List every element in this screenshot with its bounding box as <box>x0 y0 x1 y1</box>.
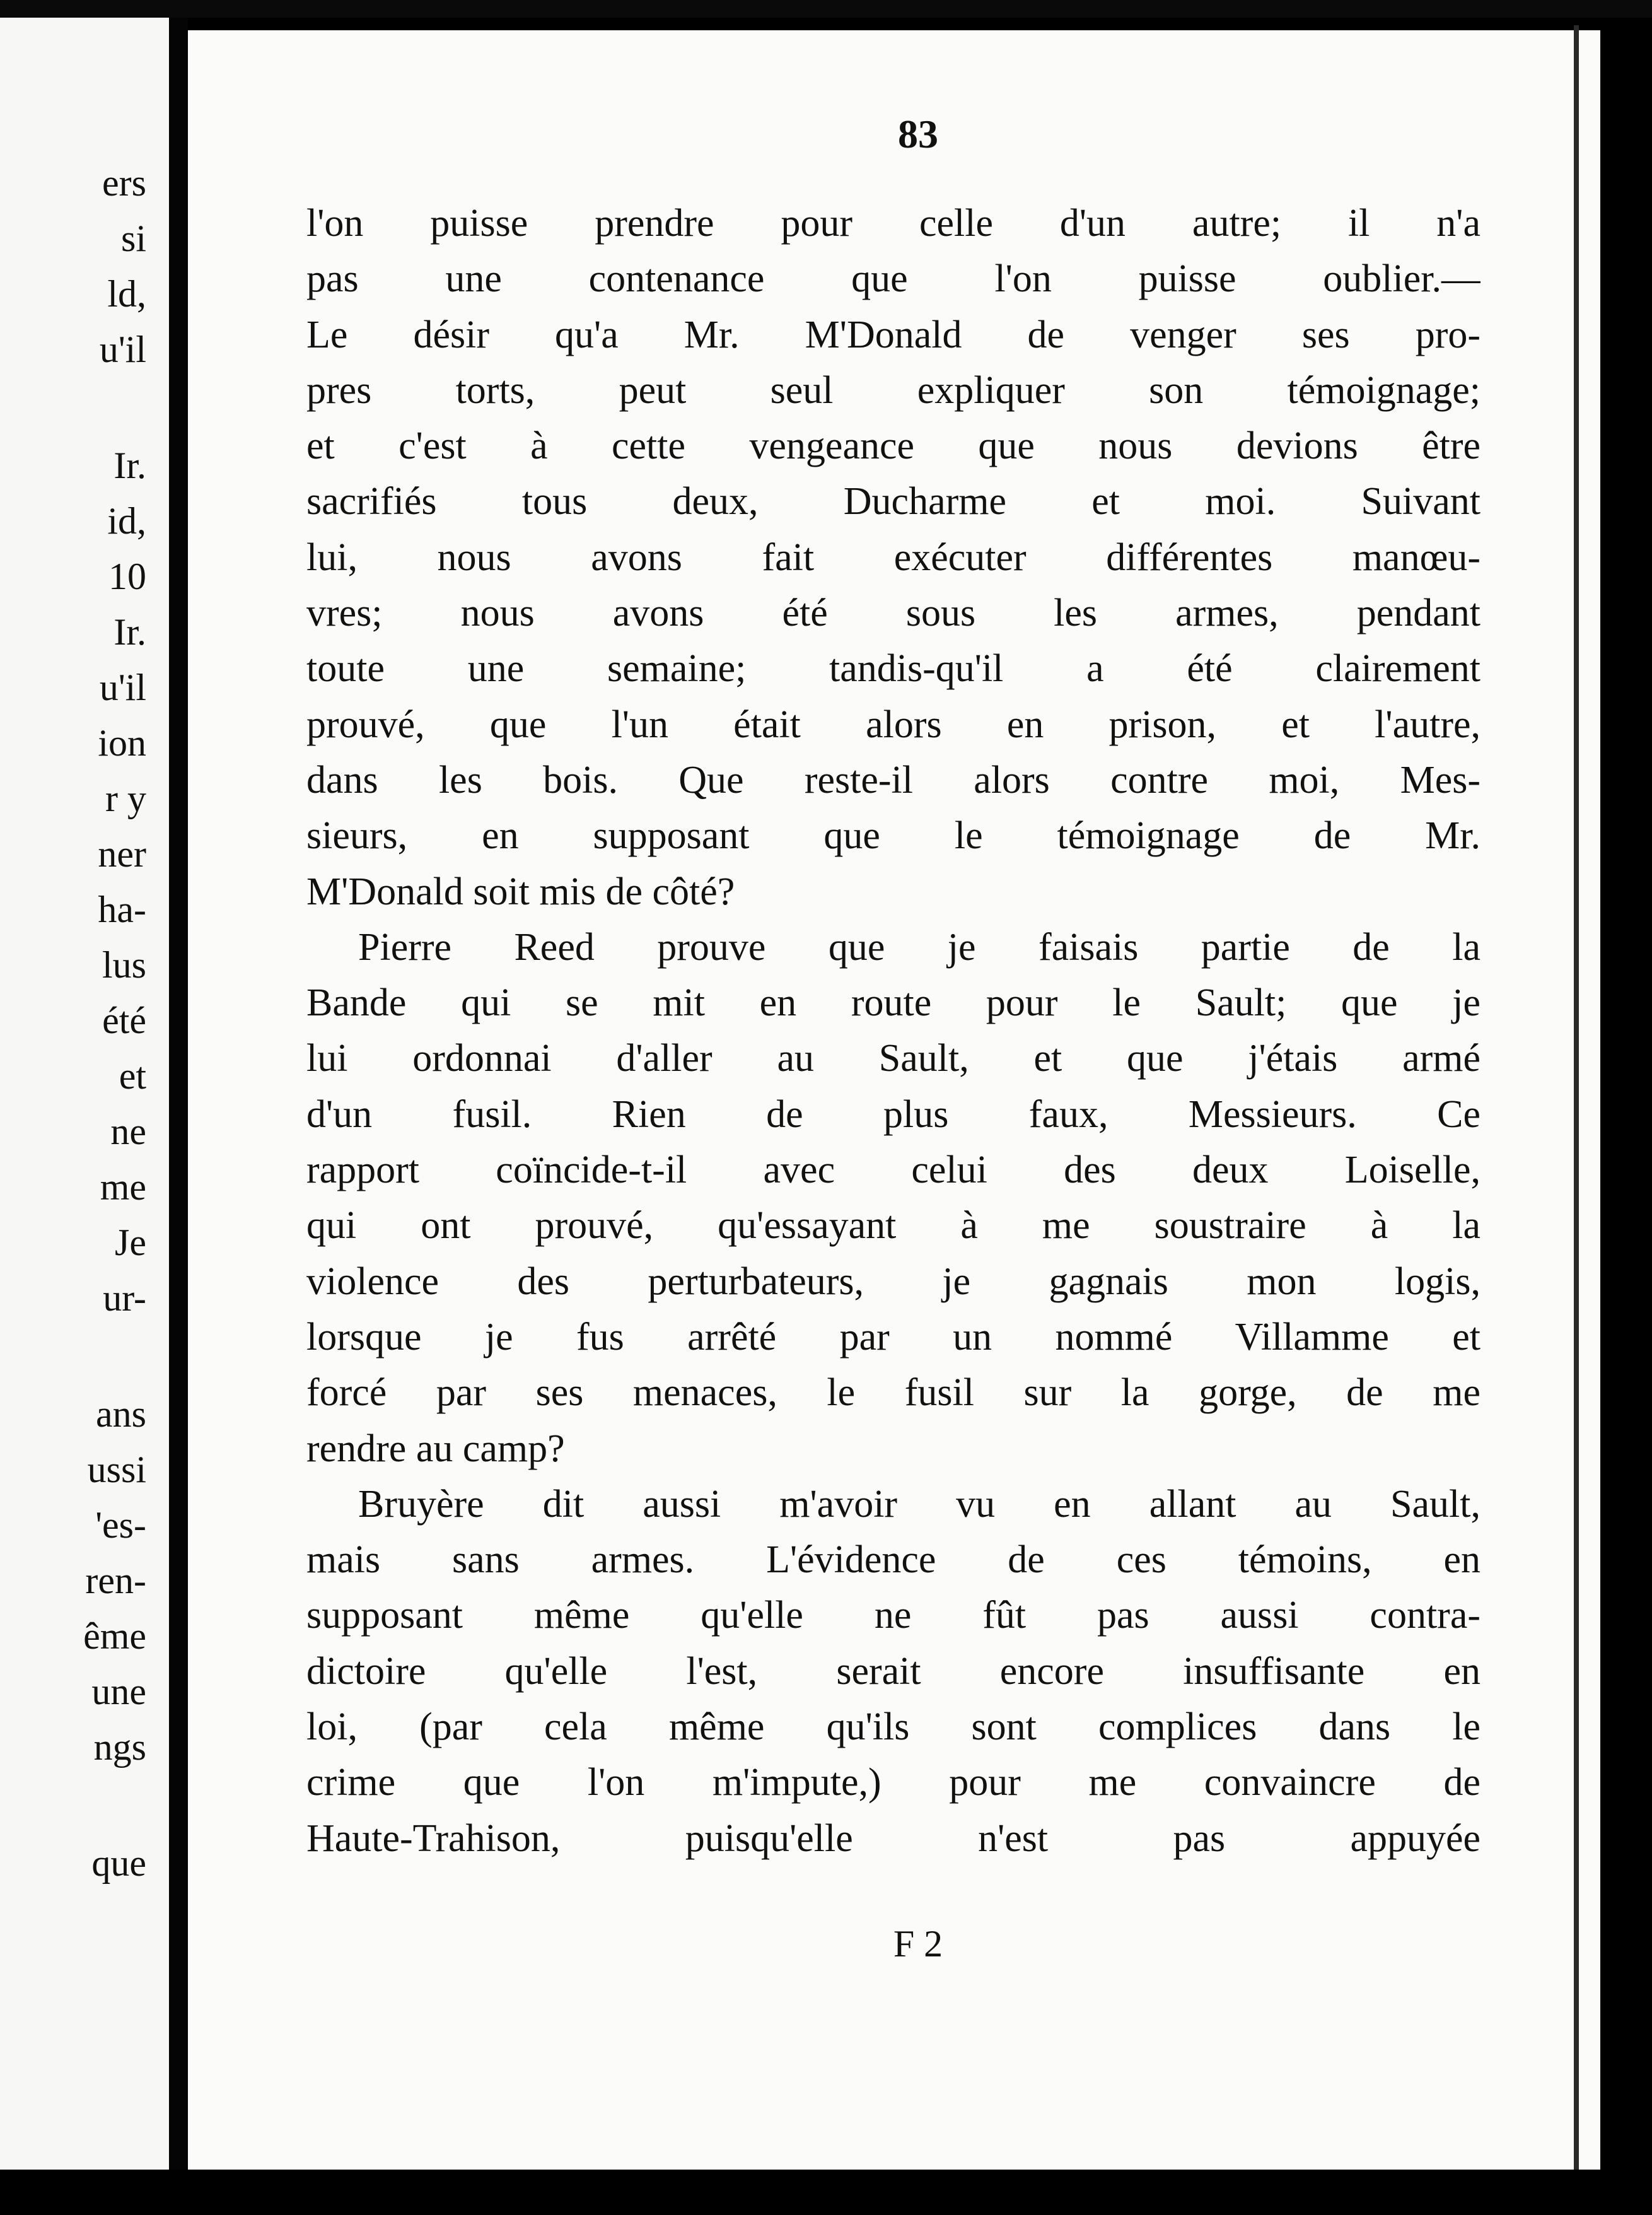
previous-page-line: 10 <box>108 556 146 597</box>
previous-page-line: ans <box>96 1393 146 1435</box>
page-body-text <box>306 196 1480 1866</box>
text-line: lorsque je fus arrêté par un nommé Villamme et <box>306 1315 1480 1359</box>
page-gutter <box>169 18 188 2187</box>
text-line: lui, nous avons fait exécuter différentes manœu- <box>306 535 1480 579</box>
previous-page-line: ren- <box>85 1560 146 1601</box>
page-edge-shadow <box>1574 25 1579 2170</box>
previous-page-fragment <box>0 18 169 2187</box>
text-line: l'on puisse prendre pour celle d'un autre; il n'a <box>306 202 1480 245</box>
text-line: Le désir qu'a Mr. M'Donald de venger ses pro- <box>306 313 1480 356</box>
text-line: qui ont prouvé, qu'essayant à me soustraire à la <box>306 1204 1480 1248</box>
text-line: Haute-Trahison, puisqu'elle n'est pas appuyée <box>306 1816 1480 1860</box>
previous-page-line: et <box>119 1055 146 1097</box>
text-line: supposant même qu'elle ne fût pas aussi contra- <box>306 1594 1480 1637</box>
text-line: toute une semaine; tandis-qu'il a été clairement <box>306 647 1480 691</box>
text-line: lui ordonnai d'aller au Sault, et que j'étais armé <box>306 1037 1480 1080</box>
text-line: violence des perturbateurs, je gagnais mon logis, <box>306 1259 1480 1303</box>
text-line: Bande qui se mit en route pour le Sault; que je <box>306 981 1480 1025</box>
previous-page-line: u'il <box>99 329 146 370</box>
text-line: pres torts, peut seul expliquer son témoignage; <box>306 368 1480 412</box>
text-line: pas une contenance que l'on puisse oublier.— <box>306 257 1480 301</box>
previous-page-line: id, <box>107 500 146 542</box>
text-line: Bruyère dit aussi m'avoir vu en allant au Sault, <box>358 1482 1480 1526</box>
previous-page-line: Ir. <box>113 611 146 653</box>
previous-page-line: lus <box>102 944 146 986</box>
text-line: prouvé, que l'un était alors en prison, et l'autre, <box>306 703 1480 746</box>
previous-page-line: ême <box>83 1615 146 1657</box>
previous-page-line: 'es- <box>95 1504 146 1546</box>
previous-page-line: ion <box>98 722 146 764</box>
text-line: rapport coïncide-t-il avec celui des deux Loiselle, <box>306 1148 1480 1192</box>
previous-page-line: ne <box>110 1111 146 1152</box>
previous-page-line: ers <box>102 162 146 204</box>
text-line: d'un fusil. Rien de plus faux, Messieurs. Ce <box>306 1092 1480 1136</box>
text-line: forcé par ses menaces, le fusil sur la gorge, de me <box>306 1371 1480 1415</box>
previous-page-line: une <box>91 1671 146 1712</box>
previous-page-line: Ir. <box>113 445 146 486</box>
text-line: Pierre Reed prouve que je faisais partie de la <box>358 925 1480 969</box>
text-line: mais sans armes. L'évidence de ces témoins, en <box>306 1538 1480 1582</box>
text-line: sacrifiés tous deux, Ducharme et moi. Suivant <box>306 480 1480 523</box>
previous-page-line: me <box>100 1166 146 1208</box>
previous-page-line: si <box>120 218 146 259</box>
previous-page-line: u'il <box>99 667 146 708</box>
previous-page-line: r y <box>105 778 146 819</box>
text-line: dictoire qu'elle l'est, serait encore insuffisante en <box>306 1649 1480 1693</box>
text-line: sieurs, en supposant que le témoignage de Mr. <box>306 814 1480 858</box>
previous-page-line: ur- <box>103 1277 146 1319</box>
previous-page-line: ussi <box>87 1449 146 1490</box>
page-number: 83 <box>898 112 938 156</box>
text-line: et c'est à cette vengeance que nous devions être <box>306 424 1480 468</box>
previous-page-line: que <box>91 1842 146 1884</box>
scan-bottom-border <box>0 2170 1652 2215</box>
text-line: rendre au camp? <box>306 1427 565 1470</box>
previous-page-line: Je <box>115 1222 146 1263</box>
text-line: vres; nous avons été sous les armes, pendant <box>306 592 1480 635</box>
previous-page-line: ngs <box>93 1726 146 1768</box>
text-line: dans les bois. Que reste-il alors contre moi, Mes- <box>306 758 1480 802</box>
book-page <box>188 30 1600 2170</box>
text-line: crime que l'on m'impute,) pour me convaincre de <box>306 1761 1480 1804</box>
printer-signature-mark: F 2 <box>893 1923 943 1965</box>
previous-page-line: ld, <box>107 273 146 315</box>
scan-right-border <box>1600 18 1652 2215</box>
text-line: M'Donald soit mis de côté? <box>306 870 735 913</box>
previous-page-line: été <box>102 1000 146 1041</box>
previous-page-line: ha- <box>98 889 146 930</box>
text-line: loi, (par cela même qu'ils sont complices dans le <box>306 1705 1480 1749</box>
previous-page-line: ner <box>98 833 146 875</box>
scan-top-border <box>0 0 1652 18</box>
